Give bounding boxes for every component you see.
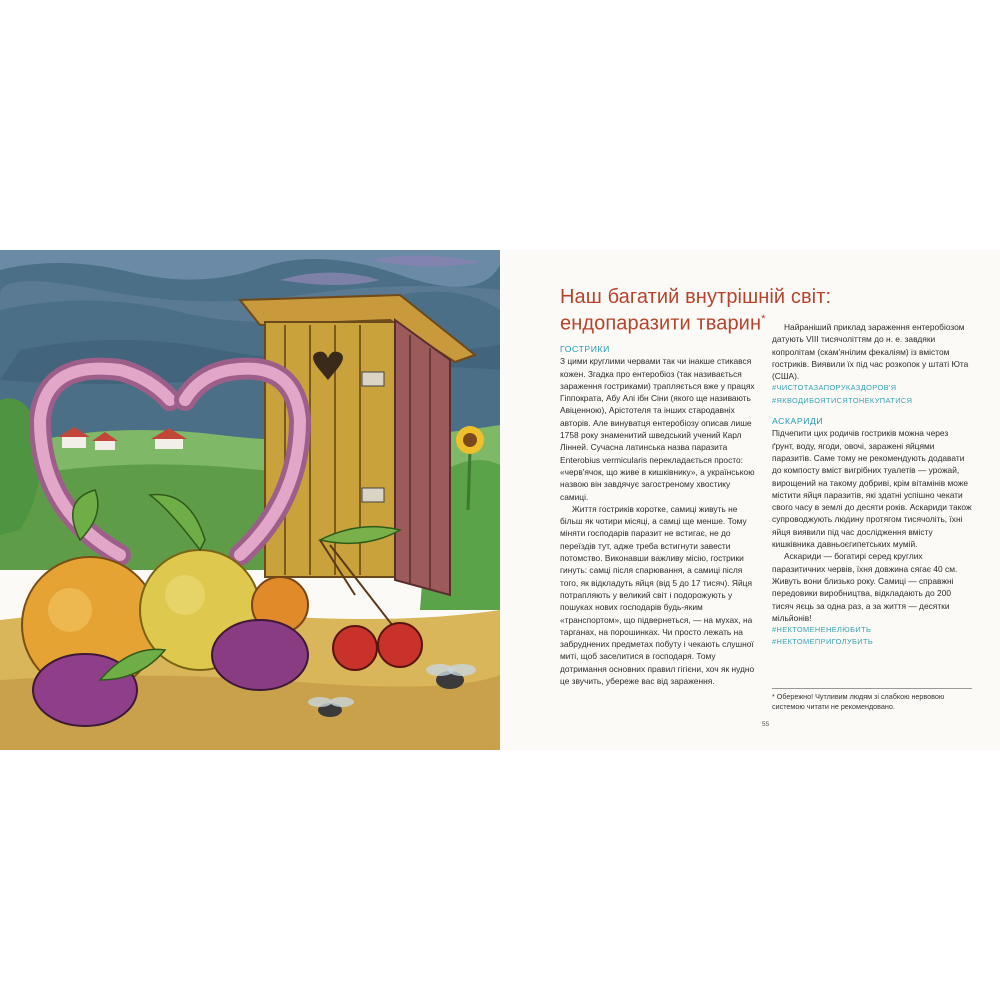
column-right — [772, 321, 972, 649]
title-line-1: Наш багатий внутрішній світ: — [560, 286, 832, 308]
title-footnote-mark: * — [761, 313, 766, 325]
paragraph: Аскариди — богатирі серед круглих паразитичних червів, їхня довжина сягає 40 см. Живуть вони близько року. Самиці — справжні передовики виробництва, відкладають до 200 тисяч яєць за одна раз, а за життя — десятки мільйонів! — [772, 551, 958, 623]
paragraph: Життя гостриків коротке, самиці живуть не більш як чотири місяці, а самці ще менше. Тому міняти господарів паразит не встигає, не до переїздів тут, адже треба встигнути завести потомство. Виконавши важливу місію, гострики гинуть: самці після спарювання, а самиці після того, як відкладуть яйця (від 5 до 17 тисяч). Яйця потрапляють у великий світ і подорожують у пошуках нових господарів будь-яким «транспортом», що підвернеться, — на мухах, на тарганах, на порошинках. Чи просто лежать на забруднених предметах побуту і чекають слушної миті, щоб заселитися в господаря. Тому дотримання основних правил гігієни, хоч як нудно це звучить, убереже вас від зараження. — [560, 503, 755, 687]
hashtag[interactable]: #НЕКТОМЕПРИГОЛУБИТЬ — [772, 637, 874, 647]
section-heading-pinworms: ГОСТРИКИ — [560, 344, 610, 354]
footnote-divider — [772, 688, 972, 689]
hashtag[interactable]: #ЯКВОДИБОЯТИСЯТОНЕКУПАТИСЯ — [772, 395, 913, 405]
spacer — [772, 407, 972, 415]
outhouse-icon — [240, 295, 475, 595]
paragraph: Найраніший приклад зараження ентеробіозом датують VIII тисячоліттям до н. е. завдяки копролітам (скам'янілим фекаліям) із вмістом гостриків. Виявили їх під час розкопок у штаті Юта (США). — [772, 322, 969, 382]
section-heading-ascarids: АСКАРИДИ — [772, 416, 824, 427]
hashtag[interactable]: #ЧИСТОТАЗАПОРУКАЗДОРОВ'Я — [772, 383, 897, 393]
page-number: 55 — [762, 721, 770, 728]
title-line-2-text: ендопаразити тварин — [560, 312, 762, 335]
footnote: * Обережно! Чутливим людям зі слабкою нервовою системою читати не рекомендовано. — [772, 692, 945, 711]
text-page — [500, 250, 1000, 750]
column-left — [560, 343, 756, 687]
hashtag[interactable]: #НЕКТОМЕНЕНЕЛЮБИТЬ — [772, 625, 872, 635]
illustration — [0, 250, 500, 750]
paragraph: Підчепити цих родичів гостриків можна через ґрунт, воду, ягоди, овочі, заражені яйцями паразитів. Саме тому не рекомендують додавати до компосту вміст вигрібних туалетів — урожай, вирощений на такому добриві, крім вітамінів може містити яйця паразитів, які здатні успішно чекати свого часу в землі до десяти років. Аскариди також супроводжують людину протягом тисячоліть, їхні яйця виявили під час дослідження вмісту кишківника давньоєгипетських мумій. — [772, 428, 972, 550]
paragraph: З цими круглими червами так чи інакше стикався кожен. Згадка про ентеробіоз (так називається зараження гостриками) трапляється вже у працях Гіппократа, Абу Алі ібн Сіни (якого ще називають Авіценною), Арістотеля та інших стародавніх авторів. Але винуватця ентеробіозу описав лише 1758 року знаменитий шведський учений Карл Лінней. Сучасна латинська назва паразита Enterobius vermicularis перекладається просто: «черв'ячок, що живе в кишківнику», а українською назвою він завдячує загостреному хвостику самиці. — [560, 356, 755, 502]
